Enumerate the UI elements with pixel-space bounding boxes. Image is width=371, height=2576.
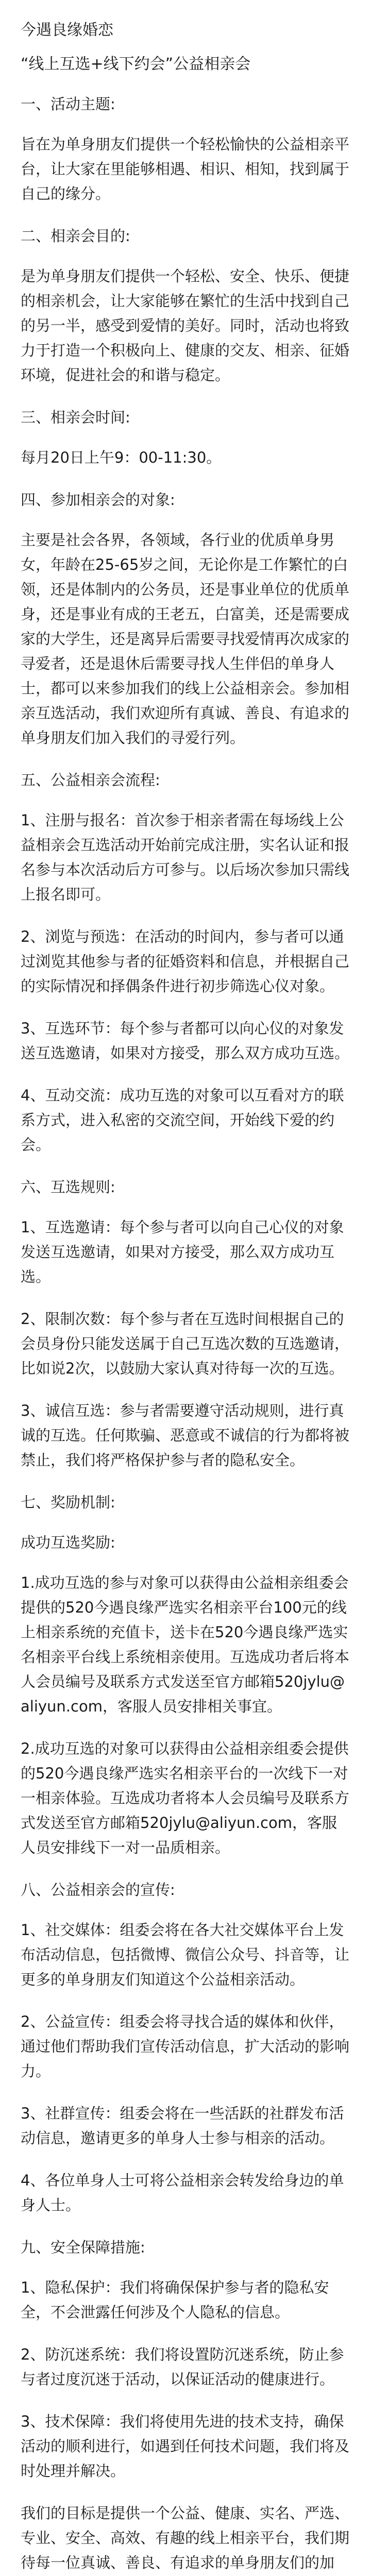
paragraph: 1、互选邀请：每个参与者可以向自己心仪的对象发送互选邀请，如果对方接受，那么双方成功互选。: [21, 1218, 344, 1285]
section-heading: 六、互选规则:: [21, 1178, 115, 1196]
paragraph: 1、社交媒体：组委会将在各大社交媒体平台上发布活动信息，包括微博、微信公众号、抖音等，让更多的单身朋友们知道这个公益相亲活动。: [21, 1921, 350, 1988]
paragraph: 旨在为单身朋友们提供一个轻松愉快的公益相亲平台，让大家在里能够相遇、相识、相知，找到属于自己的缘分。: [21, 135, 350, 202]
section-heading: 五、公益相亲会流程:: [21, 771, 160, 789]
section-heading: 四、参加相亲会的对象:: [21, 491, 175, 509]
paragraph: 1、注册与报名：首次参于相亲者需在每场线上公益相亲会互选活动开始前完成注册，实名认证和报名参与本次活动后方可参与。以后场次参加只需线上报名即可。: [21, 811, 350, 903]
paragraph: 每月20日上午9：00-11:30。: [21, 449, 222, 466]
paragraph: 主要是社会各界，各领域，各行业的优质单身男女，年龄在25-65岁之间，无论你是工作繁忙的白领，还是体制内的公务员，还是事业单位的优质单身，还是事业有成的王老五，白富美，还是需要成家的大学生，还是离异后需要寻找爱情再次成家的寻爱者，还是退休后需要寻找人生伴侣的单身人士，都可以来参加我们的线上公益相亲会。参加相亲互选活动，我们欢迎所有真诚、善良、有追求的单身朋友们加入我们的寻爱行列。: [21, 531, 350, 747]
paragraph: 4、互动交流：成功互选的对象可以互看对方的联系方式，进入私密的交流空间，开始线下爱的约会。: [21, 1087, 344, 1154]
paragraph: 2、浏览与预选：在活动的时间内，参与者可以通过浏览其他参与者的征婚资料和信息，并根据自己的实际情况和择偶条件进行初步筛选心仪对象。: [21, 928, 350, 995]
paragraph: 2、公益宣传：组委会将寻找合适的媒体和伙伴，通过他们帮助我们宣传活动信息，扩大活动的影响力。: [21, 2013, 350, 2080]
section-heading: 三、相亲会时间:: [21, 409, 130, 426]
section-heading: 九、安全保障措施:: [21, 2239, 145, 2256]
section-heading: 二、相亲会目的:: [21, 227, 130, 245]
section-heading: 八、公益相亲会的宣传:: [21, 1881, 175, 1899]
paragraph: 2.成功互选的对象可以获得由公益相亲组委会提供的520今遇良缘严选实名相亲平台的一次线下一对一相亲体验。互选成功者将本人会员编号及联系方式发送至官方邮箱520jylu@aliyun.com，客服人员安排线下一对一品质相亲。: [21, 1740, 350, 1856]
paragraph: 1.成功互选的参与对象可以获得由公益相亲组委会提供的520今遇良缘严选实名相亲平台100元的线上相亲系统的充值卡，送卡在520今遇良缘严选实名相亲平台线上系统相亲使用。互选成功者后将本人会员编号及联系方式发送至官方邮箱520jylu@aliyun.com，客服人员安排相关事宜。: [21, 1574, 350, 1715]
sub-heading: 成功互选奖励:: [21, 1534, 115, 1551]
intro-line: 今遇良缘婚恋: [21, 21, 113, 39]
closing-paragraph: 我们的目标是提供一个公益、健康、实名、严选、专业、安全、高效、有趣的线上相亲平台，我们期待每一位真诚、善良、有追求的单身朋友们的加: [21, 2504, 350, 2571]
paragraph: 是为单身朋友们提供一个轻松、安全、快乐、便捷的相亲机会，让大家能够在繁忙的生活中找到自己的另一半，感受到爱情的美好。同时，活动也将致力于打造一个积极向上、健康的交友、相亲、征婚环境，促进社会的和谐与稳定。: [21, 267, 350, 384]
paragraph: 3、社群宣传：组委会将在一些活跃的社群发布活动信息，邀请更多的单身人士参与相亲的活动。: [21, 2105, 344, 2147]
section-heading: 七、奖励机制:: [21, 1494, 115, 1511]
page-title: “线上互选+线下约会”公益相亲会: [21, 55, 251, 73]
paragraph: 3、技术保障：我们将使用先进的技术支持，确保活动的顺利进行，如遇到任何技术问题，我们将及时处理并解决。: [21, 2413, 350, 2480]
paragraph: 3、互选环节：每个参与者都可以向心仪的对象发送互选邀请，如果对方接受，那么双方成功互选。: [21, 1020, 350, 1062]
paragraph: 3、诚信互选：参与者需要遵守活动规则，进行真诚的互选。任何欺骗、恶意或不诚信的行为都将被禁止，我们将严格保护参与者的隐私安全。: [21, 1402, 350, 1469]
paragraph: 4、各位单身人士可将公益相亲会转发给身边的单身人士。: [21, 2172, 344, 2214]
paragraph: 2、限制次数：每个参与者在互选时间根据自己的会员身份只能发送属于自己互选次数的互选邀请，比如说2次，以鼓励大家认真对待每一次的互选。: [21, 1310, 350, 1377]
paragraph: 2、防沉迷系统：我们将设置防沉迷系统，防止参与者过度沉迷于活动，以保证活动的健康进行。: [21, 2346, 344, 2388]
section-heading: 一、活动主题:: [21, 95, 115, 113]
paragraph: 1、隐私保护：我们将确保保护参与者的隐私安全，不会泄露任何涉及个人隐私的信息。: [21, 2279, 329, 2321]
